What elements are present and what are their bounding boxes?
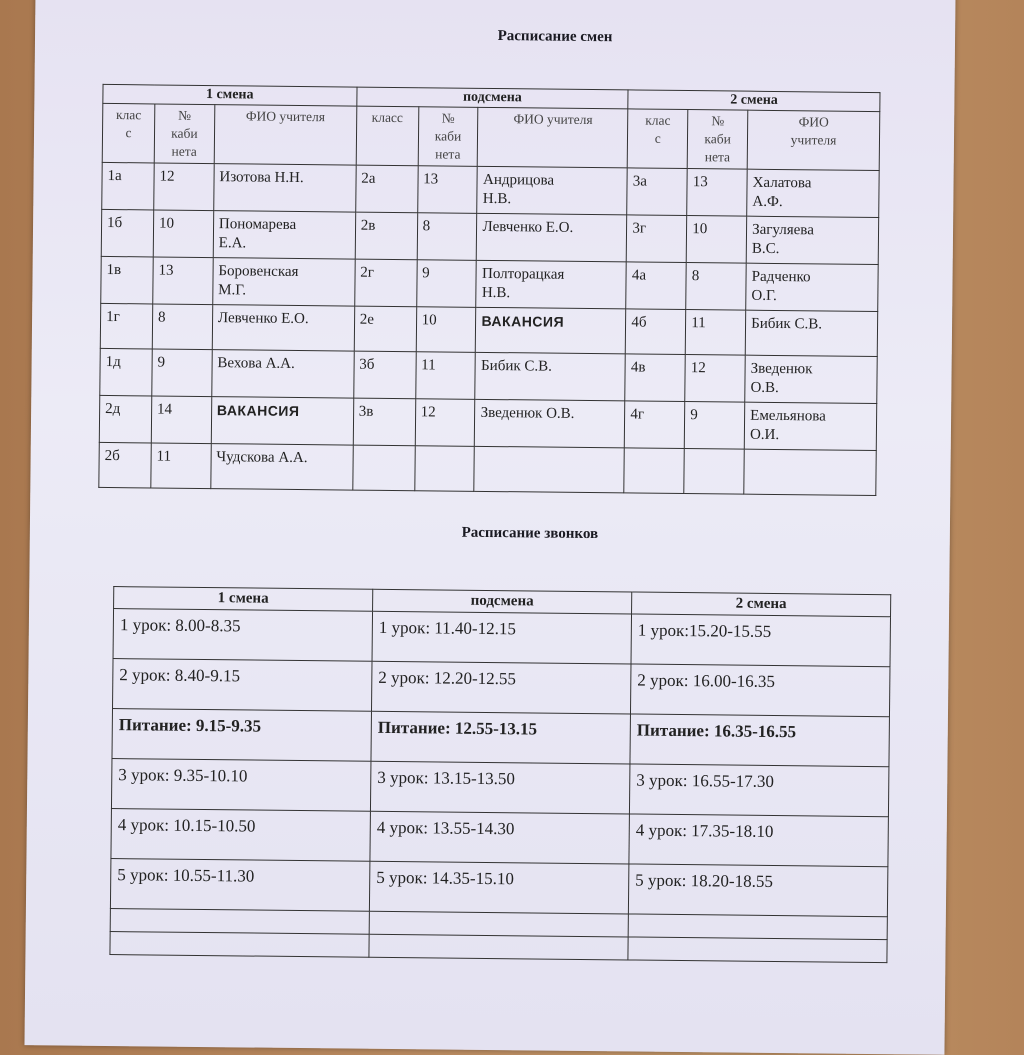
shift-cell-room: 8 [686, 263, 746, 311]
shift-cell-room: 13 [417, 166, 477, 214]
shift-cell-room: 13 [687, 169, 747, 217]
shift-cell-room [684, 449, 744, 495]
bell-cell: 1 урок: 11.40-12.15 [372, 611, 632, 664]
subheader-teacher: ФИО учителя [214, 105, 356, 165]
shift-cell-room: 12 [685, 355, 745, 403]
shift-cell-class: 3б [353, 351, 415, 399]
shift-cell-class: 2б [99, 442, 151, 488]
shift-row [99, 442, 876, 495]
shift-cell-room: 11 [151, 443, 211, 489]
bell-cell: 2 урок: 8.40-9.15 [113, 659, 373, 712]
shift-cell-room: 9 [152, 349, 212, 397]
shift-cell-teacher: Бибик С.В. [745, 310, 877, 356]
subheader-room: № каби нета [418, 107, 479, 167]
bell-header-shift1: 1 смена [114, 587, 373, 612]
shift-cell-room: 13 [153, 257, 213, 305]
bell-empty-cell [110, 932, 369, 958]
shift-cell-room: 10 [686, 216, 746, 264]
shift-cell-teacher: Андрицова Н.В. [477, 166, 627, 215]
shift-cell-class [352, 445, 414, 491]
shift-cell-teacher: Левченко Е.О. [477, 213, 627, 262]
bell-row [111, 759, 888, 817]
shift-row [100, 303, 877, 356]
shift-cell-class: 4в [625, 354, 685, 402]
bell-cell: 1 урок: 8.00-8.35 [113, 609, 373, 662]
shift-cell-teacher [744, 449, 876, 495]
bell-empty-cell [110, 909, 369, 935]
paper-sheet [24, 0, 955, 1055]
shift-cell-teacher: Емельянова О.И. [744, 402, 876, 450]
shift-cell-teacher: Пономарева Е.А. [213, 211, 355, 259]
bell-cell: 3 урок: 16.55-17.30 [629, 764, 889, 817]
bell-cell: 4 урок: 13.55-14.30 [370, 811, 630, 864]
bell-cell: 3 урок: 9.35-10.10 [111, 759, 371, 812]
shift-cell-teacher: ВАКАНСИЯ [211, 397, 353, 445]
shift-cell-teacher: Зведенюк О.В. [475, 399, 625, 448]
shift-cell-teacher: Полторацкая Н.В. [476, 260, 626, 309]
shift-cell-room: 10 [153, 210, 213, 258]
bell-row [113, 609, 890, 667]
group-header-shift2: 2 смена [628, 90, 880, 112]
shift-cell-room: 9 [684, 402, 744, 450]
bell-empty-cell [628, 937, 887, 963]
bell-empty-cell [369, 934, 628, 960]
shift-cell-class: 3г [627, 215, 687, 263]
bell-empty-cell [369, 911, 628, 937]
shift-cell-room: 8 [417, 213, 477, 261]
shift-cell-teacher: Бибик С.В. [475, 352, 625, 401]
shift-cell-room: 12 [154, 163, 214, 211]
shift-cell-teacher [474, 446, 624, 493]
shift-row [99, 395, 876, 450]
shift-cell-teacher: Боровенская М.Г. [213, 258, 355, 306]
shift-cell-room: 10 [416, 307, 476, 353]
shift-schedule-body [99, 162, 879, 495]
shift-cell-class: 2в [355, 212, 417, 260]
shift-cell-class: 1б [101, 209, 153, 257]
shift-cell-class: 4б [626, 309, 686, 355]
shift-cell-teacher: Халатова А.Ф. [747, 169, 879, 217]
shift-schedule-title: Расписание смен [497, 28, 613, 46]
group-header-subshift: подсмена [356, 87, 628, 109]
subheader-class: клас с [102, 103, 155, 163]
shift-row [102, 162, 879, 217]
shift-cell-class: 2д [99, 395, 151, 443]
bell-cell: 4 урок: 17.35-18.10 [629, 814, 889, 867]
bell-cell: 3 урок: 13.15-13.50 [370, 761, 630, 814]
shift-row [101, 256, 878, 311]
shift-cell-class: 3в [353, 398, 415, 446]
bell-row [111, 809, 888, 867]
group-header-shift1: 1 смена [103, 84, 357, 106]
shift-cell-class: 1д [100, 348, 152, 396]
shift-cell-teacher: Загуляева В.С. [746, 216, 878, 264]
bell-cell: 5 урок: 14.35-15.10 [369, 861, 629, 914]
bell-cell: 2 урок: 16.00-16.35 [630, 664, 890, 717]
shift-subheader-row [102, 103, 880, 170]
shift-cell-room: 11 [415, 352, 475, 400]
subheader-class: класс [356, 106, 419, 166]
bell-schedule-table [109, 586, 891, 963]
shift-cell-class: 1в [101, 256, 153, 304]
subheader-class: клас с [627, 109, 688, 169]
bell-cell: Питание: 9.15-9.35 [112, 709, 372, 762]
shift-cell-class: 2е [354, 306, 416, 352]
shift-cell-teacher: Вехова А.А. [212, 350, 354, 398]
shift-row [100, 348, 877, 403]
shift-cell-class: 4а [626, 262, 686, 310]
bell-schedule-title: Расписание звонков [461, 524, 599, 543]
shift-cell-teacher: Радченко О.Г. [746, 263, 878, 311]
shift-cell-class: 4г [625, 401, 685, 449]
bell-header-shift2: 2 смена [632, 592, 891, 617]
shift-cell-room: 11 [685, 310, 745, 356]
shift-cell-teacher: Чудскова А.А. [211, 444, 353, 490]
shift-cell-room [414, 446, 474, 492]
bell-empty-cell [628, 914, 887, 940]
shift-cell-class: 2г [354, 259, 416, 307]
shift-cell-room: 8 [152, 304, 212, 350]
shift-cell-room: 9 [416, 260, 476, 308]
bell-cell: 5 урок: 18.20-18.55 [628, 864, 888, 917]
bell-header-subshift: подсмена [373, 589, 632, 614]
shift-cell-teacher: Левченко Е.О. [212, 305, 354, 351]
shift-cell-room: 12 [415, 399, 475, 447]
bell-row [112, 709, 889, 767]
shift-cell-teacher: ВАКАНСИЯ [476, 307, 626, 354]
subheader-room: № каби нета [687, 110, 748, 170]
bell-cell: Питание: 16.35-16.55 [630, 714, 890, 767]
shift-cell-class: 3а [627, 168, 687, 216]
shift-cell-teacher: Изотова Н.Н. [214, 164, 356, 212]
shift-row [101, 209, 878, 264]
subheader-room: № каби нета [154, 104, 215, 164]
bell-cell: Питание: 12.55-13.15 [371, 711, 631, 764]
bell-cell: 5 урок: 10.55-11.30 [110, 859, 370, 912]
bell-cell: 1 урок:15.20-15.55 [631, 614, 891, 667]
shift-cell-class [624, 448, 684, 494]
bell-schedule-body [110, 609, 891, 963]
shift-cell-class: 2а [355, 165, 417, 213]
bell-cell: 2 урок: 12.20-12.55 [371, 661, 631, 714]
subheader-teacher: ФИО учителя [478, 107, 628, 168]
bell-cell: 4 урок: 10.15-10.50 [111, 809, 371, 862]
shift-schedule-table [98, 84, 880, 496]
subheader-teacher: ФИО учителя [747, 110, 880, 170]
shift-cell-class: 1а [102, 162, 154, 210]
bell-row [110, 859, 887, 917]
shift-cell-room: 14 [151, 396, 211, 444]
shift-cell-teacher: Зведенюк О.В. [745, 355, 877, 403]
shift-cell-class: 1г [100, 303, 152, 349]
bell-row [113, 659, 890, 717]
